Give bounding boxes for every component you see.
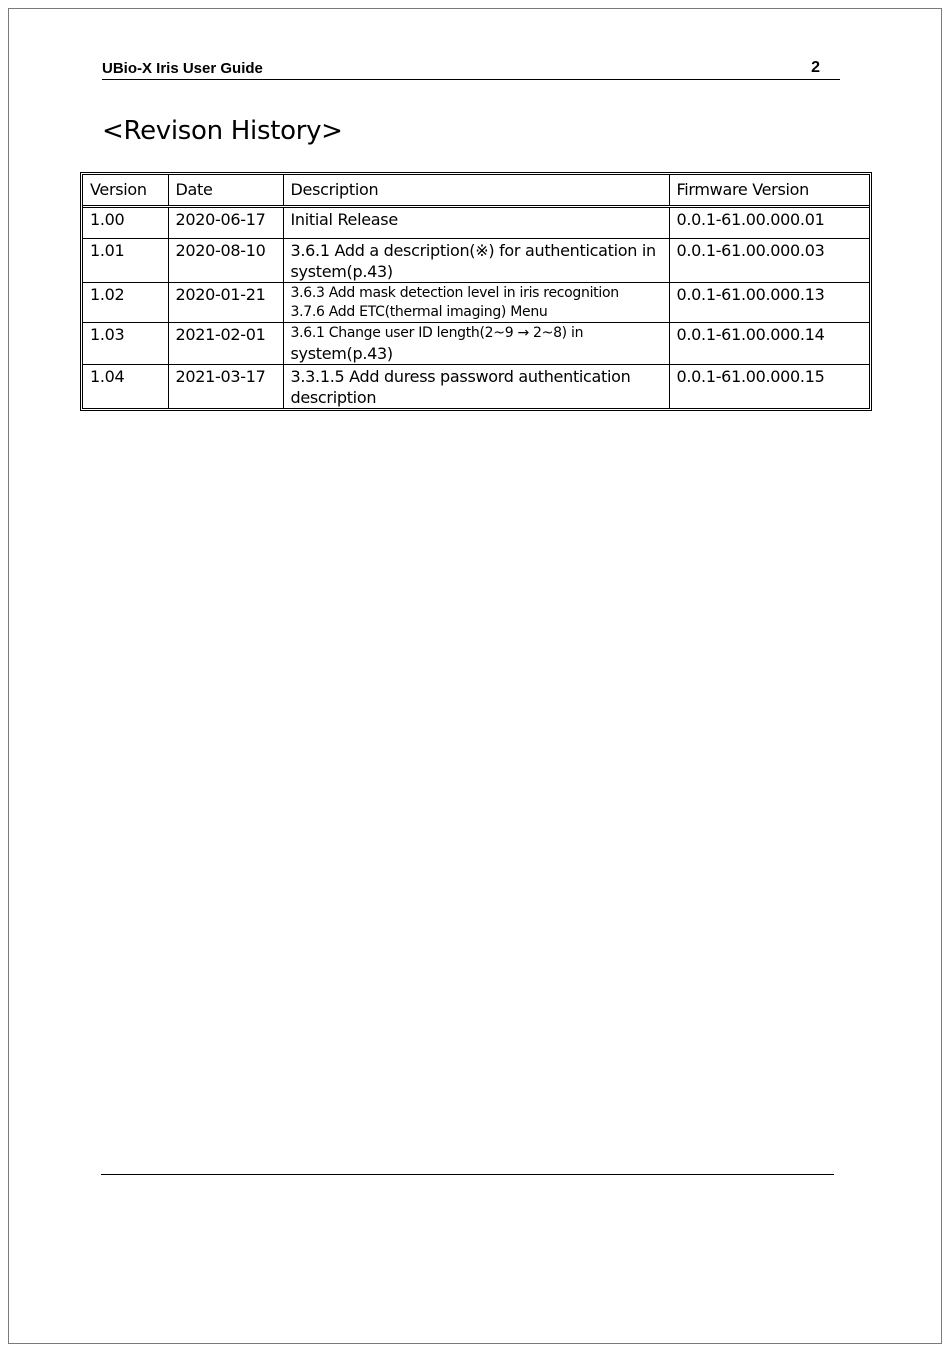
page-header (102, 58, 840, 80)
column-header-version: Version (83, 175, 168, 207)
description-line: 3.6.1 Change user ID length(2~9 → 2~8) in (290, 325, 584, 341)
date-cell: 2020-08-10 (168, 239, 283, 283)
footer-divider (101, 1174, 834, 1175)
table-row (83, 365, 869, 409)
firmware-cell: 0.0.1-61.00.000.03 (669, 239, 869, 283)
table-header-row (83, 175, 869, 207)
table-row (83, 207, 869, 239)
description-line: system(p.43) (290, 262, 393, 281)
description-line: 3.3.1.5 Add duress password authentication (290, 367, 631, 386)
version-cell: 1.01 (83, 239, 168, 283)
description-cell (283, 207, 669, 239)
description-line: description (290, 388, 377, 407)
description-cell (283, 323, 669, 365)
date-cell: 2020-06-17 (168, 207, 283, 239)
firmware-cell: 0.0.1-61.00.000.14 (669, 323, 869, 365)
column-header-description: Description (283, 175, 669, 207)
firmware-cell: 0.0.1-61.00.000.13 (669, 283, 869, 323)
table-row (83, 323, 869, 365)
section-title: <Revison History> (102, 116, 343, 146)
document-title: UBio-X Iris User Guide (102, 60, 263, 77)
description-line: system(p.43) (290, 344, 393, 363)
date-cell: 2021-02-01 (168, 323, 283, 365)
description-line: Initial Release (290, 210, 398, 229)
firmware-cell: 0.0.1-61.00.000.15 (669, 365, 869, 409)
description-cell (283, 239, 669, 283)
column-header-date: Date (168, 175, 283, 207)
table-row (83, 283, 869, 323)
version-cell: 1.02 (83, 283, 168, 323)
table-row (83, 239, 869, 283)
date-cell: 2020-01-21 (168, 283, 283, 323)
firmware-cell: 0.0.1-61.00.000.01 (669, 207, 869, 239)
description-line: 3.6.3 Add mask detection level in iris recognition (290, 285, 619, 301)
version-cell: 1.00 (83, 207, 168, 239)
revision-history-table (80, 172, 872, 411)
date-cell: 2021-03-17 (168, 365, 283, 409)
version-cell: 1.03 (83, 323, 168, 365)
version-cell: 1.04 (83, 365, 168, 409)
description-line: 3.6.1 Add a description(※) for authentication in (290, 241, 656, 260)
description-cell (283, 283, 669, 323)
page-number: 2 (811, 59, 820, 76)
description-line: 3.7.6 Add ETC(thermal imaging) Menu (290, 304, 548, 320)
description-cell (283, 365, 669, 409)
column-header-firmware-version: Firmware Version (669, 175, 869, 207)
